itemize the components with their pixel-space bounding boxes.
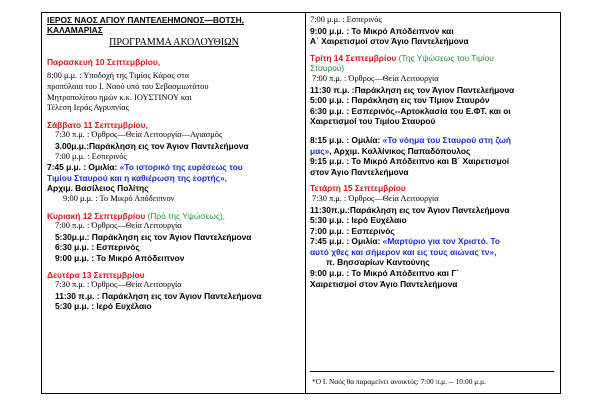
right-column [310, 15, 558, 289]
sunday-entry: 6:30 μ.μ. : Εσπερινός [55, 242, 140, 253]
tuesday-entry: 5:00 μ.μ. : Παράκληση εις τον Τίμιον Σταυρόν [310, 95, 490, 106]
monday-cont-entry: 9:00 μ.μ. : Το Μικρό Απόδειπνον και [310, 25, 454, 36]
wednesday-entry: 9:00 μ.μ. : Το Μικρό Απόδειπνο και Γ΄ [310, 268, 460, 279]
left-column [47, 15, 301, 312]
talk-title: «Μαρτύριο για τον Χριστό. Το [382, 236, 500, 247]
friday-entry-line-2: προπύλαια του Ι. Ναού υπό του Σεβασμιωτάτου [47, 82, 209, 91]
tuesday-entry: 6:30 μ.μ. : Εσπερινός--Αρτοκλασία του Ε.ΦΤ. και οι [310, 105, 511, 116]
saturday-entry: 7:30 π.μ. : Όρθρος—Θεία Λειτουργία—Αγιασμός [55, 130, 223, 140]
tuesday-date: Τρίτη 14 Σεπτεμβρίου [310, 52, 397, 63]
talk-time: 8:15 μ.μ. : Ομιλία: [310, 134, 383, 145]
wednesday-entry: 7:00 μ.μ. : Εσπερινός [310, 225, 395, 236]
wednesday-entry: 5:30 μ.μ. : Ιερό Ευχέλαιο [310, 215, 407, 226]
talk-title-cont: Τιμίου Σταυρού και η καθιέρωση της εορτής», [47, 172, 227, 183]
tuesday-entry: στον Άγιο Παντελεήμονα [310, 166, 409, 177]
day-heading-sunday [47, 211, 301, 222]
wednesday-entry-talk [310, 236, 558, 247]
day-heading-tuesday [310, 53, 558, 64]
footnote: *Ο Ι. Ναός θα παραμείνει ανοικτός: 7:00 π.μ. -- 10:00 μ.μ. [312, 377, 486, 386]
monday-entry: 7:30 π.μ. : Όρθρος—Θεία Λειτουργία [55, 280, 182, 290]
sunday-feast: (Πρό της Υψώσεως), [147, 210, 225, 221]
sunday-entry: 9:00 μ.μ. : Το Μικρό Απόδειπνον [55, 252, 185, 263]
tuesday-feast-cont: Σταυρού) [310, 63, 345, 74]
friday-entry-line-3: Μητροπολίτου ημών κ.κ. ΙΟΥΣΤΙΝΟΥ και [47, 92, 192, 102]
schedule-sheet [41, 12, 561, 394]
speaker-name: Αρχιμ. Βασίλειος Πολίτης [47, 183, 149, 194]
day-heading-wednesday: Τετάρτη 15 Σεπτεμβρίου [310, 183, 406, 194]
sunday-entry: 7:00 π.μ. : Όρθρος—Θεία Λειτουργία [55, 221, 182, 231]
church-location: ΚΑΛΑΜΑΡΙΑΣ [47, 25, 103, 36]
day-heading-saturday: Σάββατο 11 Σεπτεμβρίου, [47, 119, 148, 130]
saturday-entry: 7:00 μ.μ. : Εσπερινός [55, 151, 127, 161]
column-divider [305, 13, 306, 393]
friday-entry-line-4: Τέλεση Ιεράς Αγρυπνίας [47, 103, 129, 113]
tuesday-entry: Χαιρετισμοί του Τιμίου Σταυρού [310, 116, 436, 127]
day-heading-monday: Δευτέρα 13 Σεπτεμβρίου [47, 269, 145, 280]
monday-cont-entry: Α΄ Χαιρετισμοί στον Άγιο Παντελεήμονα [310, 36, 469, 47]
tuesday-feast: (Της Υψώσεως του Τιμίου [398, 52, 494, 63]
sunday-entry: 5:30μ.μ.: Παράκληση εις τον Άγιον Παντελεήμονα [55, 231, 252, 242]
saturday-entry-talk [47, 162, 301, 173]
wednesday-entry: 11:30π.μ.:Παράκληση εις τον Άγιον Παντελεήμονα [310, 204, 510, 215]
tuesday-entry: 9:15 μ.μ. : Το Μικρό Απόδειπνο και Β΄ Χαιρετισμοί [310, 156, 510, 167]
talk-title-cont: αυτό χθες και σήμερον και εις τους αιώνας τν», [310, 246, 497, 257]
talk-title-end: μας» [310, 145, 330, 156]
wednesday-entry: Χαιρετισμοί στον Άγιο Παντελεήμονα [310, 278, 458, 289]
talk-title: «Το νόημα του Σταυρού στη ζωή [382, 134, 511, 145]
church-name: ΙΕΡΟΣ ΝΑΟΣ ΑΓΙΟΥ ΠΑΝΤΕΛΕΗΜΟΝΟΣ—ΒΟΤΣΗ, [47, 15, 244, 25]
saturday-entry: 9:00 μ.μ. : Το Μικρό Απόδειπνον [63, 193, 175, 203]
sunday-date: Κυριακή 12 Σεπτεμβρίου [47, 210, 146, 221]
friday-entry-line-1: 8:00 μ.μ. : Υποδοχή της Τιμίας Κάρας στα [47, 71, 190, 81]
speaker-name: π. Βησσαρίων Καντούνης [326, 257, 430, 268]
monday-entry: 5:30 μ.μ. : Ιερό Ευχέλαιο [55, 301, 152, 312]
monday-cont-entry: 7:00 μ.μ. : Εσπερινός [310, 15, 382, 24]
tuesday-entry: 7:00 π.μ. : Όρθρος—Θεία Λειτουργία [312, 73, 439, 83]
saturday-entry: 3.00μ.μ.:Παράκληση εις τον Άγιον Παντελεήμονα [55, 140, 249, 151]
talk-title: «Το ιστορικό της ευρέσεως του [119, 162, 243, 173]
page-title: ΠΡΟΓΡΑΜΜΑ ΑΚΟΛΟΥΘΙΩΝ [109, 36, 239, 48]
monday-entry: 11:30 π.μ. : Παράκληση εις τον Άγιον Παντελεήμονα [55, 290, 262, 301]
talk-time: 7:45 μ.μ. : Ομιλία: [47, 162, 120, 173]
speaker-name: , Αρχιμ. Καλλίνικος Παπαδόπουλος [329, 145, 471, 156]
talk-title-cont [310, 146, 558, 157]
footnote-rule [310, 371, 554, 372]
talk-time: 7:45 μ.μ. : Ομιλία: [310, 236, 383, 247]
wednesday-entry: 7:30 π.μ. : Όρθρος—Θεία Λειτουργία [312, 193, 439, 203]
tuesday-entry: 11:30 π.μ. :Παράκληση εις τον Άγιον Παντελεήμονα [310, 84, 515, 95]
day-heading-friday: Παρασκευή 10 Σεπτεμβρίου, [47, 56, 161, 67]
tuesday-entry-talk [310, 135, 558, 146]
